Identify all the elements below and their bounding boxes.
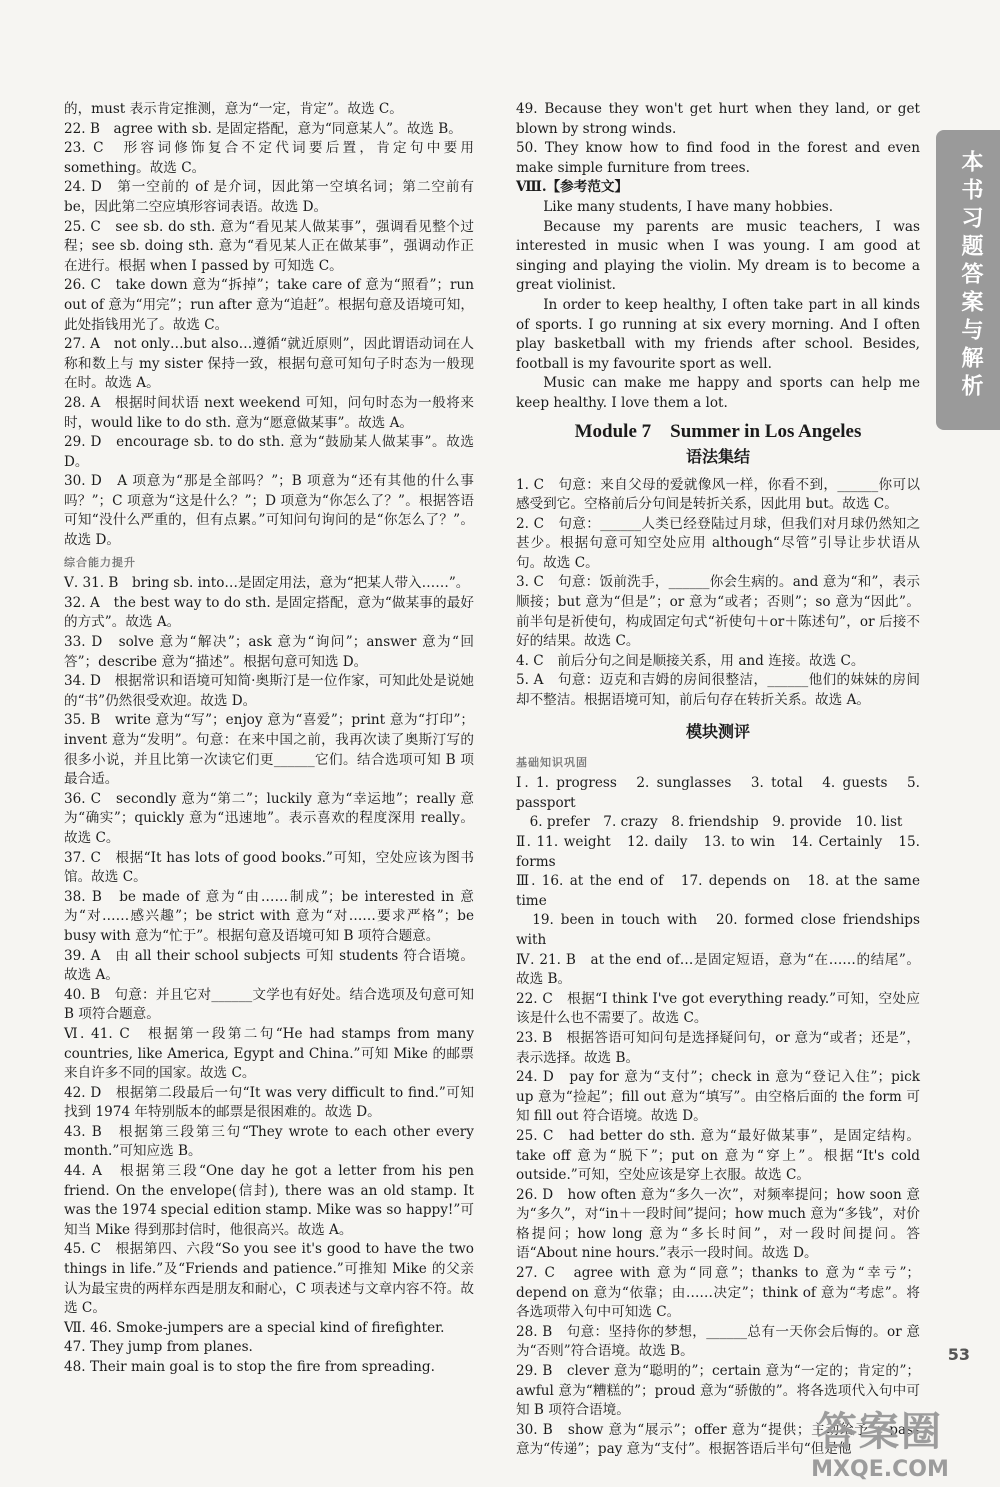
answer-item: 4. C 前后分句之间是顺接关系，用 and 连接。故选 C。 [516, 652, 865, 669]
watermark-sub: MXQE.COM [811, 1457, 949, 1482]
answer-item: 39. A 由 all their school subjects 可知 students 符合语境。故选 A。 [64, 947, 474, 984]
answer-item: 22. C 根据“I think I've got everything ready.”可知，空处应该是什么也不需要了。故选 C。 [516, 990, 920, 1027]
answer-item: 30. D A 项意为“那是全部吗？”；B 项意为“还有其他的什么事吗？”；C 项意为“这是什么？”；D 项意为“你怎么了？”。根据答语可知“没什么严重的，但有点累。”可知问句询问的是“你怎么了？”。故选 D。 [64, 473, 474, 549]
answer-item: Ⅵ. 41. C 根据第一段第二句“He had stamps from many countries, like America, Egypt and China.”可知 Mike 的邮票来自许多不同的国家。故选 C。 [64, 1025, 474, 1082]
answer-item: 3. C 句意：饭前洗手，______你会生病的。and 意为“和”，表示顺接；but 意为“但是”；or 意为“或者；否则”；so 意为“因此”。前半句是祈使句，构成固定句式“祈使句＋or＋陈述句”，or 后接不好的结果。故选 C。 [516, 574, 920, 650]
answer-item: 47. They jump from planes. [64, 1339, 253, 1356]
section-tag: 综合能力提升 [64, 555, 136, 569]
left-column [64, 100, 474, 1378]
answer-item: 34. D 根据常识和语境可知简·奥斯汀是一位作家，可知此处是说她的“书”仍然很受欢迎。故选 D。 [64, 673, 474, 709]
essay-paragraph: Like many students, I have many hobbies. [543, 198, 834, 215]
answer-item: 6. prefer 7. crazy 8. friendship 9. provide 10. list [516, 814, 903, 831]
right-column [516, 100, 920, 1460]
answer-item: Ⅰ. 1. progress 2. sunglasses 3. total 4. guests 5. passport [516, 775, 920, 811]
watermark-logo [770, 1400, 990, 1482]
answer-item: 22. B agree with sb. 是固定搭配，意为“同意某人”。故选 B。 [64, 120, 462, 137]
answer-item: 37. C 根据“It has lots of good books.”可知，空处应该为图书馆。故选 C。 [64, 849, 474, 886]
answer-item: 27. C agree with 意为“同意”；thanks to 意为“幸亏”；depend on 意为“依靠；由……决定”；think of 意为“考虑”。将各选项带入句中可知选 C。 [516, 1265, 920, 1321]
essay-paragraph: In order to keep healthy, I often take part in all kinds of sports. I go running at six every morning. And I often play basketball with my friends after school. Besides, football is my favourite sport as well. [516, 296, 920, 372]
answer-item: 23. C 形容词修饰复合不定代词要后置，肯定句中要用 something。故选 C。 [64, 140, 474, 176]
answer-item: 19. been in touch with 20. formed close friendships with [516, 912, 920, 948]
answer-item: 24. D 第一空前的 of 是介词，因此第一空填名词；第二空前有 be，因此第二空应填形容词表语。故选 D。 [64, 179, 474, 215]
answer-item: 50. They know how to find food in the forest and even make simple furniture from trees. [516, 140, 920, 176]
essay-paragraph: Because my parents are music teachers, I was interested in music when I was young. I am good at singing and playing the violin. My dream is to become a great violinist. [516, 218, 920, 294]
answer-item: Ⅴ. 31. B bring sb. into…是固定用法，意为“把某人带入……”。 [64, 575, 470, 592]
answer-item: 30. B show 意为“展示”；offer 意为“提供；主动给予”；pass 意为“传递”；pay 意为“支付”。根据答语后半句“但是他 [516, 1421, 920, 1458]
answer-item: 23. B 根据答语可知问句是选择疑问句，or 意为“或者；还是”，表示选择。故选 B。 [516, 1029, 920, 1066]
test-section-title: 模块测评 [685, 721, 750, 741]
answer-item: 29. D encourage sb. to do sth. 意为“鼓励某人做某事”。故选 D。 [64, 434, 474, 470]
answer-item: 25. C had better do sth. 意为“最好做某事”，是固定结构。take off 意为“脱下”；put on 意为“穿上”。根据“It's cold outside.”可知，空处应该是穿上衣服。故选 C。 [516, 1127, 920, 1184]
answer-item: 40. B 句意：并且它对______文学也有好处。结合选项及句意可知 B 项符合题意。 [64, 986, 474, 1023]
answer-item: 29. B clever 意为“聪明的”；certain 意为“一定的；肯定的”；awful 意为“糟糕的”；proud 意为“骄傲的”。将各选项代入句中可知 B 项符合语境。 [516, 1363, 920, 1419]
answer-item: 25. C see sb. do sth. 意为“看见某人做某事”，强调看见整个过程；see sb. doing sth. 意为“看见某人正在做某事”，强调动作正在进行。根据 when I passed by 可知选 C。 [64, 218, 474, 274]
answer-item: Ⅶ. 46. Smoke-jumpers are a special kind of firefighter. [64, 1319, 445, 1336]
essay-paragraph: Music can make me happy and sports can help me keep healthy. I love them a lot. [516, 375, 920, 411]
answer-item: 48. Their main goal is to stop the fire from spreading. [64, 1359, 435, 1375]
answer-item: 27. A not only…but also…遵循“就近原则”，因此谓语动词在人称和数上与 my sister 保持一致，根据句意可知句子时态为一般现在时。故选 A。 [64, 336, 474, 392]
answer-item: 32. A the best way to do sth. 是固定搭配，意为“做某事的最好的方式”。故选 A。 [64, 594, 474, 631]
sidebar-label: 本书习题答案与解析 [958, 150, 983, 402]
answer-item: 35. B write 意为“写”；enjoy 意为“喜爱”；print 意为“打印”；invent 意为“发明”。句意：在来中国之前，我再次读了奥斯汀写的很多小说，并且比第一次读它们更______它们。结合选项可知 B 项最合适。 [64, 712, 474, 788]
answer-item: 33. D solve 意为“解决”；ask 意为“询问”；answer 意为“回答”；describe 意为“描述”。根据句意可知选 D。 [64, 634, 474, 670]
answer-item: 49. Because they won't get hurt when they land, or get blown by strong winds. [516, 101, 920, 137]
answer-item: 42. D 根据第二段最后一句“It was very difficult to find.”可知找到 1974 年特别版本的邮票是很困难的。故选 D。 [64, 1084, 474, 1121]
watermark-main: 答案圈 [817, 1409, 943, 1455]
test-answers [516, 751, 920, 1460]
page-number: 53 [947, 1345, 970, 1364]
answer-item: 26. C take down 意为“拆掉”；take care of 意为“照看”；run out of 意为“用完”；run after 意为“追赶”。根据句意及语境可知，此处指钱用光了。故选 C。 [64, 277, 474, 333]
module-title: Module 7 Summer in Los Angeles [574, 420, 862, 442]
answer-item: 28. A 根据时间状语 next weekend 可知，问句时态为一般将来时，would like to do sth. 意为“愿意做某事”。故选 A。 [64, 394, 474, 431]
answer-item: 28. B 句意：坚持你的梦想，______总有一天你会后悔的。or 意为“否则”符合语境。故选 B。 [516, 1323, 920, 1360]
answer-item: Ⅱ. 11. weight 12. daily 13. to win 14. Certainly 15. forms [516, 834, 920, 870]
answer-item: 43. B 根据第三段第三句“They wrote to each other every month.”可知应选 B。 [64, 1123, 474, 1160]
answer-item: Ⅲ. 16. at the end of 17. depends on 18. at the same time [516, 873, 920, 909]
answer-item: 44. A 根据第三段“One day he got a letter from his pen friend. On the envelope(信封), there was an old stamp. It was the 1974 special edition stamp. Mike was so happy!”可知当 Mike 得到那封信时，他很高兴。故选 A。 [64, 1163, 474, 1238]
answer-item: 5. A 句意：迈克和吉姆的房间很整洁，______他们的妹妹的房间却不整洁。根据语境可知，前后句存在转折关系。故选 A。 [516, 672, 920, 709]
grammar-section-title: 语法集结 [685, 446, 750, 466]
answer-item: Ⅳ. 21. B at the end of…是固定短语，意为“在……的结尾”。故选 B。 [516, 951, 920, 988]
answer-item: 2. C 句意：______人类已经登陆过月球，但我们对月球仍然知之甚少。根据句意可知空处应用 although“尽管”引导让步状语从句。故选 C。 [516, 515, 920, 571]
answer-item: 1. C 句意：来自父母的爱就像风一样，你看不到，______你可以感受到它。空格前后分句间是转折关系，因此用 but。故选 C。 [516, 476, 920, 513]
section-tag: 基础知识巩固 [516, 755, 588, 769]
answer-item: 36. C secondly 意为“第二”；luckily 意为“幸运地”；really 意为“确实”；quickly 意为“迅速地”。表示喜欢的程度深用 really。故选 C。 [64, 790, 474, 846]
essay-title: Ⅷ.【参考范文】 [516, 179, 629, 196]
answer-item: 的，must 表示肯定推测，意为“一定，肯定”。故选 C。 [64, 101, 403, 117]
right-top-answers [516, 100, 920, 414]
answer-item: 26. D how often 意为“多久一次”，对频率提问；how soon 意为“多久”，对“in＋一段时间”提问；how much 意为“多钱”，对价格提问；how long 意为“多长时间”，对一段时间提问。答语“About nine hours.”表示一段时间。故选 D。 [516, 1186, 920, 1262]
answer-item: 38. B be made of 意为“由……制成”；be interested in 意为“对……感兴趣”；be strict with 意为“对……要求严格”；be busy with 意为“忙于”。根据句意及语境可知 B 项符合题意。 [64, 888, 474, 944]
grammar-answers [516, 476, 920, 711]
answer-item: 45. C 根据第四、六段“So you see it's good to have the two things in life.”及“Friends and patience.”可推知 Mike 的父亲认为最宝贵的两样东西是朋友和耐心，C 项表述与文章内容不符。故选 C。 [64, 1241, 474, 1317]
answer-item: 24. D pay for 意为“支付”；check in 意为“登记入住”；pick up 意为“捡起”；fill out 意为“填写”。由空格后面的 the form 可知 fill out 符合语境。故选 D。 [516, 1069, 920, 1125]
